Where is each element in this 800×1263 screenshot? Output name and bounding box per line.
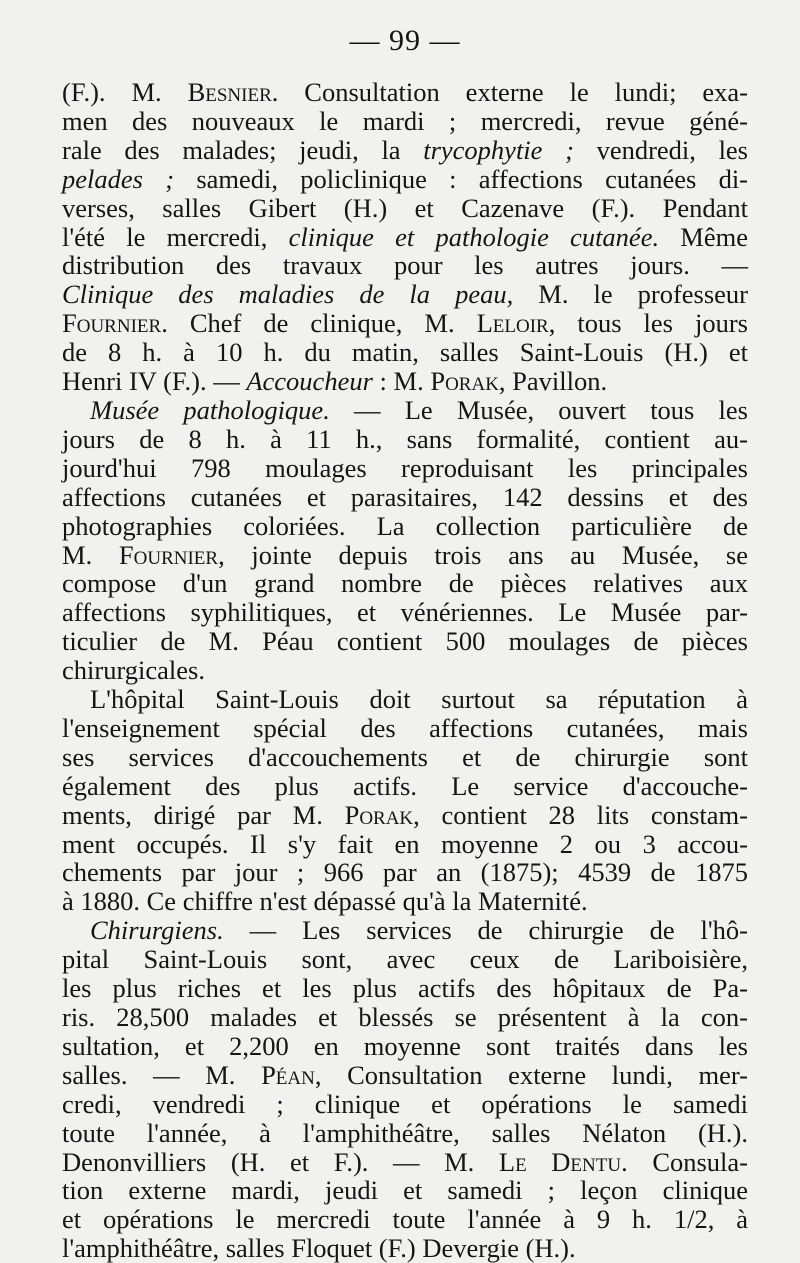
text-segment: salles. — M. xyxy=(62,1059,262,1090)
text-segment: ses services d'accouchements et de chirurgie sont xyxy=(62,741,748,772)
text-line xyxy=(62,1205,748,1234)
text-segment: , Consultation externe lundi, mer- xyxy=(314,1059,748,1090)
text-line xyxy=(62,338,748,367)
text-segment: L'hôpital Saint-Louis doit surtout sa réputation à xyxy=(90,684,748,715)
text-line xyxy=(62,830,748,859)
text-segment: sultation, et 2,200 en moyenne sont traités dans les xyxy=(62,1030,748,1061)
name-smallcaps: Fournier xyxy=(62,308,162,339)
italic-text: Musée pathologique. xyxy=(90,394,330,425)
text-line xyxy=(62,1148,748,1177)
text-line xyxy=(62,107,748,136)
text-segment: chirurgicales. xyxy=(62,655,205,686)
text-line xyxy=(62,78,748,107)
text-line xyxy=(62,974,748,1003)
text-segment: . Consultation externe le lundi; exa- xyxy=(271,77,749,107)
text-line xyxy=(62,1234,748,1263)
text-line xyxy=(62,1176,748,1205)
text-segment: — Le Musée, ouvert tous les xyxy=(329,394,748,425)
text-line xyxy=(62,1032,748,1061)
italic-text: trycophytie ; xyxy=(423,134,574,165)
text-segment: photographies coloriées. La collection particulière de xyxy=(62,510,748,541)
paragraph xyxy=(62,78,748,396)
text-line xyxy=(62,165,748,194)
name-smallcaps: Porak xyxy=(344,799,414,830)
name-smallcaps: Le Dentu xyxy=(498,1146,622,1177)
text-segment: ris. 28,500 malades et blessés se présentent à la con- xyxy=(62,1002,748,1032)
name-smallcaps: Besnier xyxy=(187,77,272,107)
text-segment: , tous les jours xyxy=(548,308,748,339)
text-line xyxy=(62,685,748,714)
name-smallcaps: Porak xyxy=(430,366,499,397)
text-line xyxy=(62,858,748,887)
italic-text: Chirurgiens. xyxy=(90,915,224,946)
text-segment: , contient 28 lits constam- xyxy=(413,799,748,830)
text-line xyxy=(62,194,748,223)
text-line xyxy=(62,136,748,165)
text-segment: chements par jour ; 966 par an (1875); 4539 de 1875 xyxy=(62,857,748,888)
text-segment: ment occupés. Il s'y fait en moyenne 2 ou 3 accou- xyxy=(62,828,748,859)
italic-text: pelades ; xyxy=(62,163,175,194)
text-segment: l'amphithéâtre, salles Floquet (F.) Devergie (H.). xyxy=(62,1233,576,1263)
text-segment: (F.). M. xyxy=(62,77,188,107)
italic-text: Clinique des maladies de la peau, xyxy=(62,279,514,310)
text-segment: , jointe depuis trois ans au Musée, se xyxy=(218,539,748,570)
text-segment: Henri IV (F.). — xyxy=(62,366,247,397)
text-line xyxy=(62,1003,748,1032)
text-line xyxy=(62,454,748,483)
name-smallcaps: Péan xyxy=(261,1059,315,1090)
text-line xyxy=(62,887,748,916)
text-segment: samedi, policlinique : affections cutanées di- xyxy=(174,163,749,194)
text-segment: Denonvilliers (H. et F.). — M. xyxy=(62,1146,499,1177)
text-line xyxy=(62,772,748,801)
text-line xyxy=(62,512,748,541)
text-line xyxy=(62,396,748,425)
text-segment: également des plus actifs. Le service d'accouche- xyxy=(62,770,748,801)
page-number: — 99 — xyxy=(349,24,461,57)
text-segment: Même xyxy=(659,221,749,252)
text-segment: affections cutanées et parasitaires, 142 dessins et des xyxy=(62,481,748,512)
text-segment: pital Saint-Louis sont, avec ceux de Lariboisière, xyxy=(62,944,748,975)
text-segment: ticulier de M. Péau contient 500 moulages de pièces xyxy=(62,626,748,657)
paragraph xyxy=(62,685,748,916)
text-segment: toute l'année, à l'amphithéâtre, salles Nélaton (H.). xyxy=(62,1117,748,1148)
text-line xyxy=(62,541,748,570)
text-segment: men des nouveaux le mardi ; mercredi, revue géné- xyxy=(62,105,748,136)
text-segment: ments, dirigé par M. xyxy=(62,799,345,830)
text-line xyxy=(62,1090,748,1119)
text-line xyxy=(62,945,748,974)
text-segment: : M. xyxy=(372,366,431,397)
text-line xyxy=(62,223,748,252)
text-segment: . Consula- xyxy=(621,1146,748,1177)
text-segment: — Les services de chirurgie de l'hô- xyxy=(223,915,748,946)
body-text xyxy=(62,78,748,1263)
text-segment: tion externe mardi, jeudi et samedi ; leçon clinique xyxy=(62,1175,748,1206)
text-line xyxy=(62,425,748,454)
text-segment: vendredi, les xyxy=(573,134,748,165)
text-segment: à 1880. Ce chiffre n'est dépassé qu'à la Maternité. xyxy=(62,886,588,917)
text-line xyxy=(62,627,748,656)
text-line xyxy=(62,1119,748,1148)
text-line xyxy=(62,367,748,396)
text-line xyxy=(62,280,748,309)
text-segment: verses, salles Gibert (H.) et Cazenave (F.). Pendant xyxy=(62,192,748,223)
text-segment: compose d'un grand nombre de pièces relatives aux xyxy=(62,568,748,599)
text-segment: affections syphilitiques, et vénériennes. Le Musée par- xyxy=(62,597,748,628)
text-line xyxy=(62,714,748,743)
text-segment: de 8 h. à 10 h. du matin, salles Saint-Louis (H.) et xyxy=(62,337,748,368)
text-line xyxy=(62,251,748,280)
text-segment: l'enseignement spécial des affections cutanées, mais xyxy=(62,712,748,743)
text-segment: rale des malades; jeudi, la xyxy=(62,134,424,165)
text-line xyxy=(62,598,748,627)
italic-text: clinique et pathologie cutanée. xyxy=(288,221,660,252)
text-segment: l'été le mercredi, xyxy=(62,221,289,252)
text-segment: credi, vendredi ; clinique et opérations le samedi xyxy=(62,1088,748,1119)
text-line xyxy=(62,656,748,685)
name-smallcaps: Leloir xyxy=(476,308,549,339)
text-segment: jours de 8 h. à 11 h., sans formalité, contient au- xyxy=(62,423,748,454)
text-segment: jourd'hui 798 moulages reproduisant les principales xyxy=(62,452,748,483)
text-segment: M. le professeur xyxy=(513,279,748,310)
text-segment: . Chef de clinique, M. xyxy=(161,308,477,339)
text-segment: et opérations le mercredi toute l'année à 9 h. 1/2, à xyxy=(62,1204,748,1235)
text-line xyxy=(62,916,748,945)
text-line xyxy=(62,1061,748,1090)
text-segment: distribution des travaux pour les autres jours. — xyxy=(62,250,748,281)
text-segment: M. xyxy=(62,539,119,570)
paragraph xyxy=(62,916,748,1263)
text-line xyxy=(62,483,748,512)
text-segment: les plus riches et les plus actifs des hôpitaux de Pa- xyxy=(62,973,748,1004)
name-smallcaps: Fournier xyxy=(118,539,219,570)
text-segment: , Pavillon. xyxy=(498,366,608,397)
text-line xyxy=(62,309,748,338)
paragraph xyxy=(62,396,748,685)
italic-text: Accoucheur xyxy=(246,366,373,397)
text-line xyxy=(62,743,748,772)
text-line xyxy=(62,801,748,830)
text-line xyxy=(62,569,748,598)
